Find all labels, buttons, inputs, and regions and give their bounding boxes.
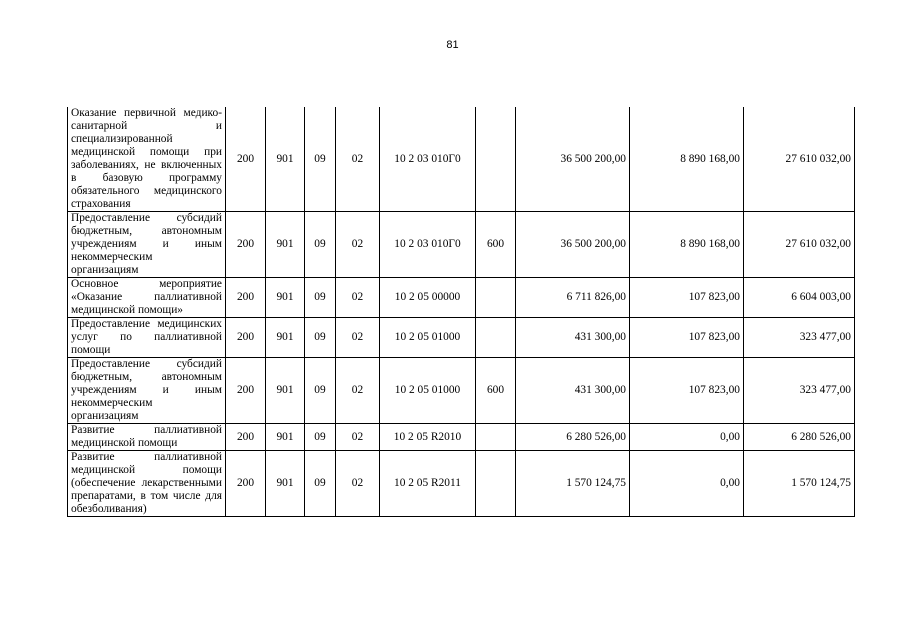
cell-expense-type [476,318,516,358]
cell-target-article: 10 2 03 010Г0 [380,107,476,212]
cell-section: 09 [305,212,336,278]
cell-amount-change: 107 823,00 [630,318,744,358]
cell-amount-total: 36 500 200,00 [516,212,630,278]
cell-amount-result: 27 610 032,00 [744,212,855,278]
cell-amount-change: 8 890 168,00 [630,212,744,278]
cell-section: 09 [305,451,336,517]
cell-code-1: 200 [226,424,266,451]
table-row [68,318,855,358]
cell-expense-type [476,424,516,451]
row-description: Развитие паллиативной медицинской помощи [68,424,226,451]
row-description: Предоставление субсидий бюджетным, автономным учреждениям и иным некоммерческим организациям [68,358,226,424]
cell-target-article: 10 2 05 R2011 [380,451,476,517]
cell-amount-change: 107 823,00 [630,278,744,318]
cell-code-1: 200 [226,318,266,358]
cell-code-1: 200 [226,358,266,424]
cell-section: 09 [305,424,336,451]
cell-code-1: 200 [226,278,266,318]
page-number: 81 [446,39,459,51]
cell-section: 09 [305,107,336,212]
cell-amount-result: 323 477,00 [744,358,855,424]
cell-target-article: 10 2 05 R2010 [380,424,476,451]
cell-amount-total: 431 300,00 [516,358,630,424]
cell-expense-type [476,451,516,517]
cell-target-article: 10 2 05 01000 [380,358,476,424]
table-row [68,278,855,318]
cell-amount-result: 1 570 124,75 [744,451,855,517]
cell-amount-result: 6 280 526,00 [744,424,855,451]
cell-target-article: 10 2 05 01000 [380,318,476,358]
cell-expense-type [476,278,516,318]
cell-amount-total: 1 570 124,75 [516,451,630,517]
cell-code-2: 901 [266,424,305,451]
table-row [68,212,855,278]
cell-amount-result: 27 610 032,00 [744,107,855,212]
cell-amount-result: 323 477,00 [744,318,855,358]
row-description: Развитие паллиативной медицинской помощи (обеспечение лекарственными препаратами, в том числе для обезболивания) [68,451,226,517]
cell-code-1: 200 [226,451,266,517]
cell-amount-total: 6 711 826,00 [516,278,630,318]
cell-amount-result: 6 604 003,00 [744,278,855,318]
cell-expense-type [476,107,516,212]
cell-section: 09 [305,358,336,424]
cell-code-2: 901 [266,278,305,318]
row-description: Оказание первичной медико-санитарной и специализированной медицинской помощи при заболеваниях, не включенных в базовую программу обязательного медицинского страхования [68,107,226,212]
cell-code-2: 901 [266,212,305,278]
cell-code-1: 200 [226,212,266,278]
cell-subsection: 02 [336,318,380,358]
cell-subsection: 02 [336,278,380,318]
table-row [68,358,855,424]
cell-section: 09 [305,318,336,358]
cell-amount-change: 0,00 [630,451,744,517]
cell-amount-change: 8 890 168,00 [630,107,744,212]
row-description: Основное мероприятие «Оказание паллиативной медицинской помощи» [68,278,226,318]
budget-table [67,107,855,517]
row-description: Предоставление медицинских услуг по паллиативной помощи [68,318,226,358]
cell-section: 09 [305,278,336,318]
row-description: Предоставление субсидий бюджетным, автономным учреждениям и иным некоммерческим организациям [68,212,226,278]
table-row [68,424,855,451]
cell-code-1: 200 [226,107,266,212]
cell-target-article: 10 2 05 00000 [380,278,476,318]
cell-target-article: 10 2 03 010Г0 [380,212,476,278]
cell-subsection: 02 [336,358,380,424]
table-row [68,451,855,517]
cell-code-2: 901 [266,451,305,517]
cell-subsection: 02 [336,212,380,278]
cell-expense-type: 600 [476,358,516,424]
cell-amount-total: 6 280 526,00 [516,424,630,451]
cell-expense-type: 600 [476,212,516,278]
cell-subsection: 02 [336,451,380,517]
cell-amount-change: 0,00 [630,424,744,451]
cell-code-2: 901 [266,318,305,358]
cell-amount-total: 431 300,00 [516,318,630,358]
table-row [68,107,855,212]
cell-code-2: 901 [266,358,305,424]
cell-code-2: 901 [266,107,305,212]
cell-subsection: 02 [336,424,380,451]
cell-amount-change: 107 823,00 [630,358,744,424]
cell-subsection: 02 [336,107,380,212]
cell-amount-total: 36 500 200,00 [516,107,630,212]
